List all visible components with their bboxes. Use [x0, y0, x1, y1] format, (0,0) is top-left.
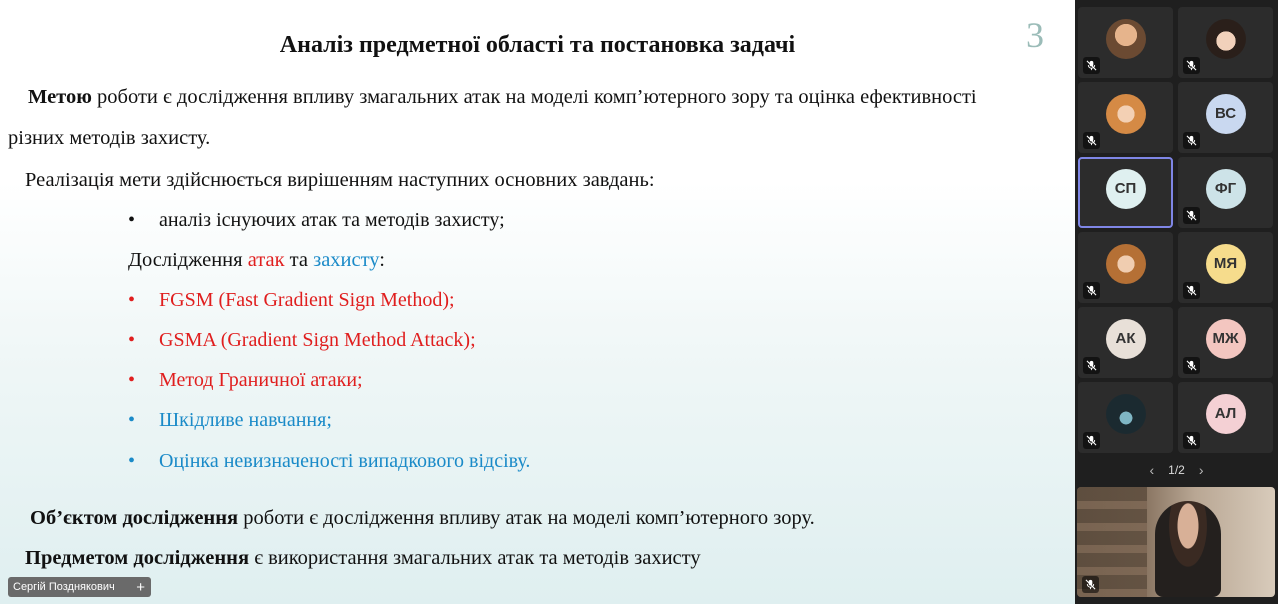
- avatar: АК: [1106, 319, 1146, 359]
- avatar: АЛ: [1206, 394, 1246, 434]
- participant-tile[interactable]: [1078, 82, 1173, 153]
- defense-item: • Оцінка невизначеності випадкового відсіву.: [128, 450, 531, 472]
- subject-line: Предметом дослідження є використання змагальних атак та методів захисту: [25, 547, 701, 569]
- slide-number: 3: [1026, 15, 1044, 55]
- tasks-intro: Реалізація мети здійснюється вирішенням наступних основних завдань:: [25, 169, 655, 191]
- research-line: Дослідження атак та захисту:: [128, 249, 385, 271]
- participant-tile[interactable]: [1078, 382, 1173, 453]
- avatar: [1206, 19, 1246, 59]
- participant-tile[interactable]: [1078, 7, 1173, 78]
- mic-off-icon: [1183, 132, 1200, 149]
- mic-off-icon: [1083, 357, 1100, 374]
- mic-off-icon: [1083, 282, 1100, 299]
- page-indicator: 1/2: [1168, 463, 1185, 477]
- research-defense: захисту: [313, 249, 380, 271]
- avatar: МЯ: [1206, 244, 1246, 284]
- attack-item: • FGSM (Fast Gradient Sign Method);: [128, 289, 455, 311]
- avatar: [1106, 19, 1146, 59]
- task-bullet: • аналіз існуючих атак та методів захисту;: [128, 209, 505, 231]
- defense-item: • Шкідливе навчання;: [128, 409, 332, 431]
- mic-off-icon: [1183, 57, 1200, 74]
- mic-off-icon: [1083, 57, 1100, 74]
- camera-feed: [1155, 501, 1221, 597]
- goal-line-2: різних методів захисту.: [8, 127, 211, 149]
- avatar: ФГ: [1206, 169, 1246, 209]
- presenter-name-tag[interactable]: [8, 577, 151, 597]
- mic-off-icon: [1083, 132, 1100, 149]
- goal-label: Метою: [28, 86, 92, 108]
- participant-tile[interactable]: [1078, 307, 1173, 378]
- avatar: [1106, 244, 1146, 284]
- goal-line-1: [28, 86, 977, 109]
- participant-tile[interactable]: [1178, 82, 1273, 153]
- attack-item: • Метод Граничної атаки;: [128, 369, 363, 391]
- attack-item: • GSMA (Gradient Sign Method Attack);: [128, 329, 476, 351]
- goal-text-1: роботи є дослідження впливу змагальних атак на моделі комп’ютерного зору та оцінка ефективності: [91, 86, 977, 108]
- avatar: ВС: [1206, 94, 1246, 134]
- mic-off-icon: [1183, 282, 1200, 299]
- mic-off-icon: [1183, 432, 1200, 449]
- participant-tile[interactable]: [1178, 7, 1273, 78]
- presenter-name: Сергій Позднякович: [13, 581, 115, 593]
- avatar: СП: [1106, 169, 1146, 209]
- research-attacks: атак: [247, 249, 285, 271]
- participant-tile[interactable]: [1178, 157, 1273, 228]
- chevron-left-icon[interactable]: ‹: [1149, 462, 1155, 478]
- participant-tile[interactable]: [1078, 157, 1173, 228]
- self-video-tile[interactable]: [1077, 487, 1275, 597]
- add-icon[interactable]: +: [136, 578, 145, 596]
- participant-tile[interactable]: [1078, 232, 1173, 303]
- mic-off-icon: [1183, 207, 1200, 224]
- participant-tile[interactable]: [1178, 307, 1273, 378]
- avatar: [1106, 94, 1146, 134]
- slide-title: Аналіз предметної області та постановка задачі: [279, 32, 796, 58]
- participant-pager: [1075, 461, 1278, 479]
- mic-off-icon: [1083, 432, 1100, 449]
- participant-tile[interactable]: [1178, 232, 1273, 303]
- mic-off-icon: [1183, 357, 1200, 374]
- chevron-right-icon[interactable]: ›: [1198, 462, 1204, 478]
- participant-tile[interactable]: [1178, 382, 1273, 453]
- object-line: Об’єктом дослідження роботи є дослідження впливу атак на моделі комп’ютерного зору.: [30, 507, 815, 529]
- avatar: МЖ: [1206, 319, 1246, 359]
- mic-off-icon: [1082, 576, 1099, 593]
- avatar: [1106, 394, 1146, 434]
